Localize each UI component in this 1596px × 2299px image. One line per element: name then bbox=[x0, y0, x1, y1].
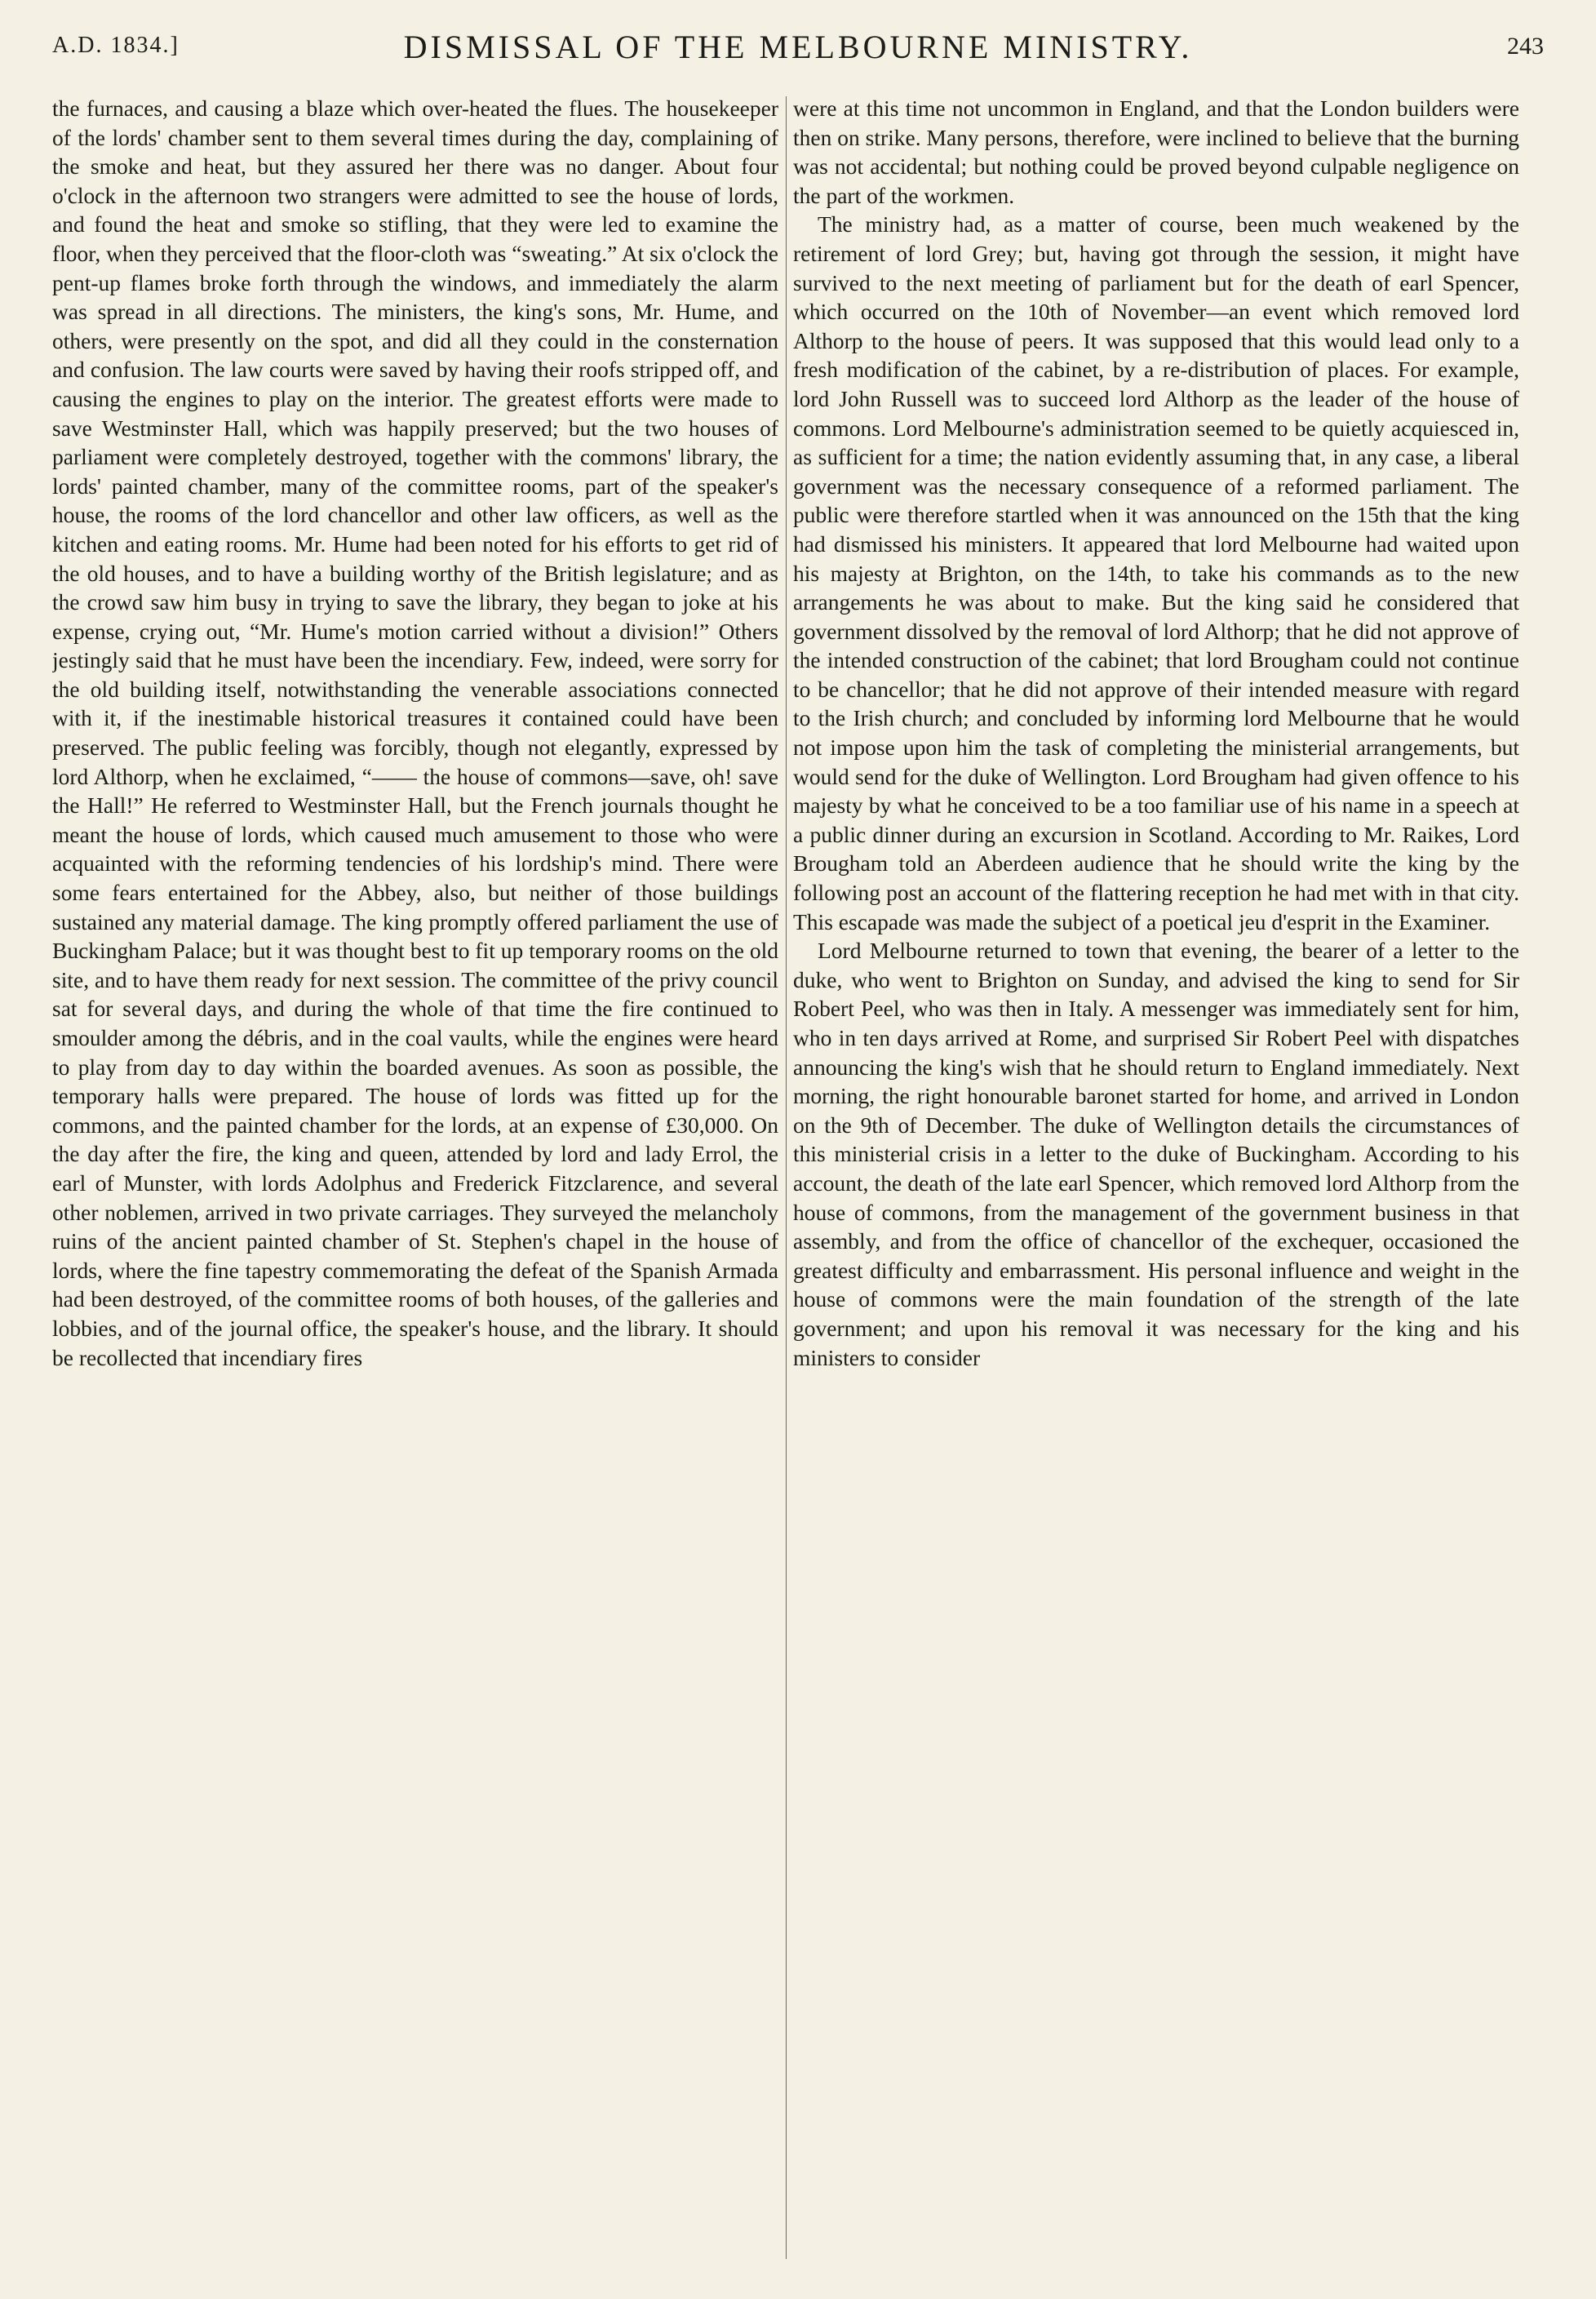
right-paragraph-3: Lord Melbourne returned to town that evening, the bearer of a letter to the duke, who went to Brighton on Sunday, and advised the king to send for Sir Robert Peel, who was then in Italy. A messenger was immediately sent for him, who in ten days arrived at Rome, and surprised Sir Robert Peel with dispatches announcing the king's wish that he should return to England immediately. Next morning, the right honourable baronet started for home, and arrived in London on the 9th of December. The duke of Wellington details the circumstances of this ministerial crisis in a letter to the duke of Buckingham. According to his account, the death of the late earl Spencer, which removed lord Althorp from the house of commons, from the management of the government business in that assembly, and from the office of chancellor of the exchequer, occasioned the greatest difficulty and embarrassment. His personal influence and weight in the house of commons were the main foundation of the strength of the late government; and upon his removal it was necessary for the king and his ministers to consider bbox=[793, 938, 1519, 1370]
left-column bbox=[52, 94, 778, 2265]
header-title: DISMISSAL OF THE MELBOURNE MINISTRY. bbox=[403, 29, 1193, 65]
left-paragraph-1: the furnaces, and causing a blaze which over-heated the flues. The housekeeper of the lords' chamber sent to them several times during the day, complaining of the smoke and heat, but they assured her there was no danger. About four o'clock in the afternoon two strangers were admitted to see the house of lords, and found the heat and smoke so stifling, that they were led to examine the floor, when they perceived that the floor-cloth was “sweating.” At six o'clock the pent-up flames broke forth through the windows, and immediately the alarm was spread in all directions. The ministers, the king's sons, Mr. Hume, and others, were presently on the spot, and did all they could in the consternation and confusion. The law courts were saved by having their roofs stripped off, and causing the engines to play on the interior. The greatest efforts were made to save Westminster Hall, which was happily preserved; but the two houses of parliament were completely destroyed, together with the commons' library, the lords' painted chamber, many of the committee rooms, part of the speaker's house, the rooms of the lord chancellor and other law officers, as well as the kitchen and eating rooms. Mr. Hume had been noted for his efforts to get rid of the old houses, and to have a building worthy of the British legislature; and as the crowd saw him busy in trying to save the library, they began to joke at his expense, crying out, “Mr. Hume's motion carried without a division!” Others jestingly said that he must have been the incendiary. Few, indeed, were sorry for the old building itself, notwithstanding the venerable associations connected with it, if the inestimable historical treasures it contained could have been preserved. The public feeling was forcibly, though not elegantly, expressed by lord Althorp, when he exclaimed, “—— the house of commons—save, oh! save the Hall!” He referred to Westminster Hall, but the French journals thought he meant the house of lords, which caused much amusement to those who were acquainted with the reforming tendencies of his lordship's mind. There were some fears entertained for the Abbey, also, but neither of those buildings sustained any material damage. The king promptly offered parliament the use of Buckingham Palace; but it was thought best to fit up temporary rooms on the old site, and to have them ready for next session. The committee of the privy council sat for several days, and during the whole of that time the fire continued to smoulder among the débris, and in the coal vaults, while the engines were heard to play from day to day within the boarded avenues. As soon as possible, the temporary halls were prepared. The house of lords was fitted up for the commons, and the painted chamber for the lords, at an expense of £30,000. On the day after the fire, the king and queen, attended by lord and lady Errol, the earl of Munster, with lords Adolphus and Frederick Fitzclarence, and several other noblemen, arrived in two private carriages. They surveyed the melancholy ruins of the ancient painted chamber of St. Stephen's chapel in the house of lords, where the fine tapestry commemorating the defeat of the Spanish Armada had been destroyed, of the committee rooms of both houses, of the galleries and lobbies, and of the journal office, the speaker's house, and the library. It should be recollected that incendiary fires bbox=[52, 95, 778, 1370]
right-paragraph-2: The ministry had, as a matter of course, been much weakened by the retirement of lord Grey; but, having got through the session, it might have survived to the next meeting of parliament but for the death of earl Spencer, which occurred on the 10th of November—an event which removed lord Althorp to the house of peers. It was supposed that this would lead only to a fresh modification of the cabinet, by a re-distribution of places. For example, lord John Russell was to succeed lord Althorp as the leader of the house of commons. Lord Melbourne's administration seemed to be quietly acquiesced in, as sufficient for a time; the nation evidently assuming that, in any case, a liberal government was the necessary consequence of a reformed parliament. The public were therefore startled when it was announced on the 15th that the king had dismissed his ministers. It appeared that lord Melbourne had waited upon his majesty at Brighton, on the 14th, to take his commands as to the new arrangements he was about to make. But the king said he considered that government dissolved by the removal of lord Althorp; that he did not approve of the intended construction of the cabinet; that lord Brougham could not continue to be chancellor; that he did not approve of their intended measure with regard to the Irish church; and concluded by informing lord Melbourne that he would not impose upon him the task of completing the ministerial arrangements, but would send for the duke of Wellington. Lord Brougham had given offence to his majesty by what he conceived to be a too familiar use of his name in a speech at a public dinner during an excursion in Scotland. According to Mr. Raikes, Lord Brougham told an Aberdeen audience that he should write the king by the following post an account of the flattering reception he had met with in that city. This escapade was made the subject of a poetical jeu d'esprit in the Examiner. bbox=[793, 211, 1519, 934]
column-divider bbox=[786, 96, 787, 2259]
right-paragraph-1: were at this time not uncommon in England, and that the London builders were then on strike. Many persons, therefore, were inclined to believe that the burning was not accidental; but nothing could be proved beyond culpable negligence on the part of the workmen. bbox=[793, 95, 1519, 208]
page-number: 243 bbox=[1507, 33, 1544, 60]
right-column bbox=[793, 94, 1519, 2265]
header-year: A.D. 1834.] bbox=[52, 33, 180, 58]
running-header bbox=[52, 24, 1544, 73]
